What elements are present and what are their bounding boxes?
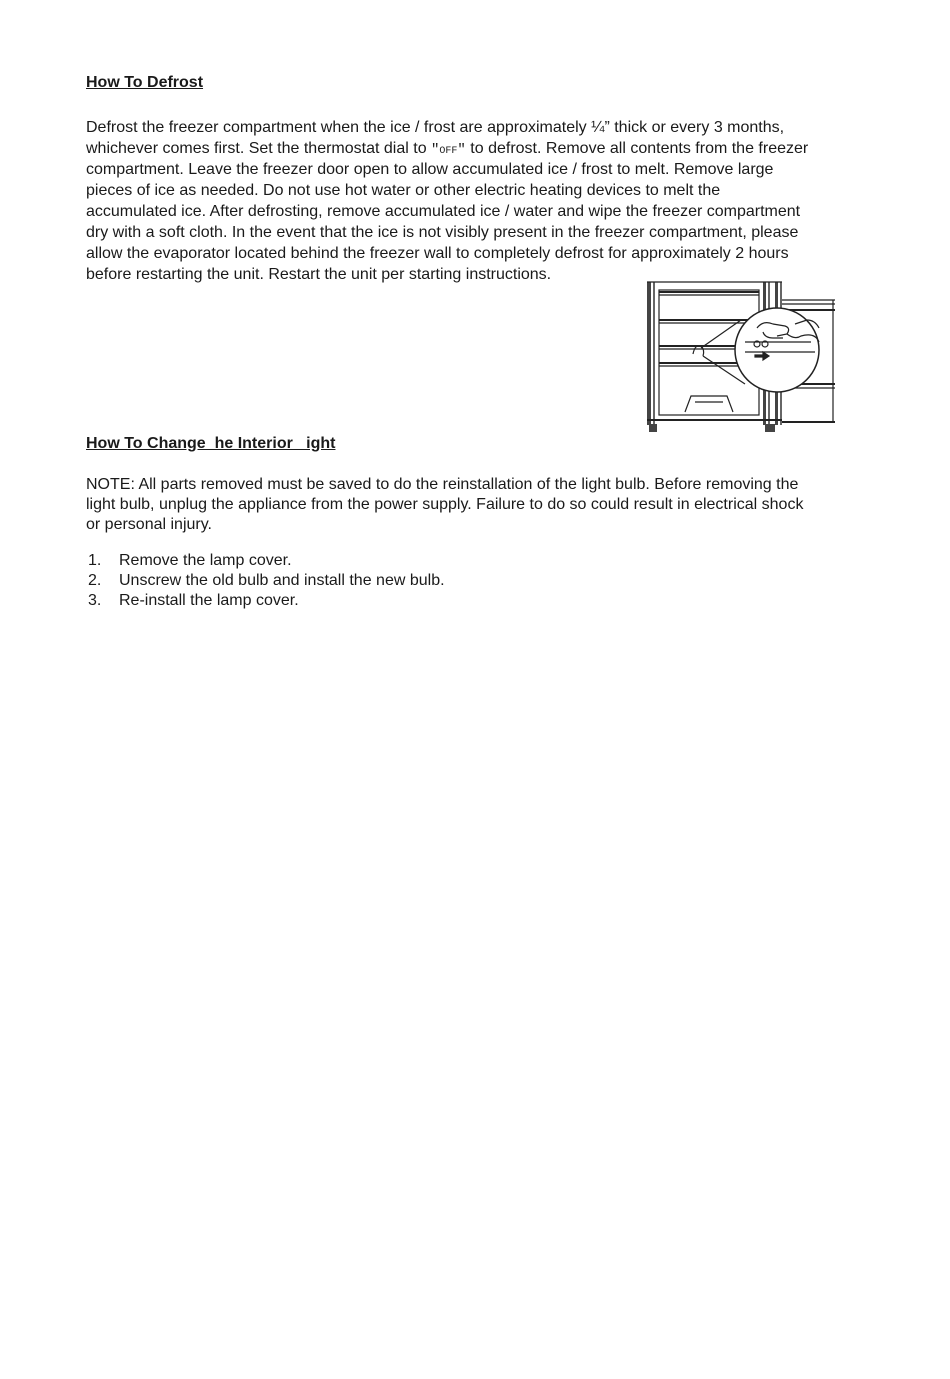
defrost-line: before restarting the unit. Restart the unit per starting instructions. (86, 266, 552, 283)
step-number: 1. (88, 552, 102, 569)
defrost-line: accumulated ice. After defrosting, remove accumulated ice / water and wipe the freezer compartment (86, 203, 801, 220)
step-number: 3. (88, 592, 102, 609)
light-steps-list (86, 551, 445, 611)
defrost-line: pieces of ice as needed. Do not use hot water or other electric heating devices to melt the (86, 182, 721, 199)
defrost-line: whichever comes first. Set the thermostat dial to "off" to defrost. Remove all contents from the freezer (86, 140, 809, 158)
step-number: 2. (88, 572, 102, 589)
step-text: Re-install the lamp cover. (119, 592, 299, 609)
thermostat-setting: "off" (431, 142, 466, 158)
defrost-heading: How To Defrost (86, 74, 204, 91)
list-item (86, 551, 445, 571)
light-heading: How To Change he Interior ight (86, 435, 336, 452)
defrost-line: allow the evaporator located behind the freezer wall to completely defrost for approximately 2 hours (86, 245, 789, 262)
defrost-line: compartment. Leave the freezer door open to allow accumulated ice / frost to melt. Remove large (86, 161, 774, 178)
light-note (86, 475, 891, 535)
defrost-paragraph (86, 118, 891, 286)
refrigerator-thermostat-dial-illustration-icon (645, 280, 837, 435)
step-text: Unscrew the old bulb and install the new bulb. (119, 572, 445, 589)
list-item (86, 571, 445, 591)
note-line: NOTE: All parts removed must be saved to do the reinstallation of the light bulb. Before removing the (86, 476, 799, 493)
defrost-line: Defrost the freezer compartment when the ice / frost are approximately ¼” thick or every 3 months, (86, 119, 785, 136)
defrost-line: dry with a soft cloth. In the event that the ice is not visibly present in the freezer compartment, please (86, 224, 799, 241)
step-text: Remove the lamp cover. (119, 552, 292, 569)
list-item (86, 591, 445, 611)
note-line: light bulb, unplug the appliance from the power supply. Failure to do so could result in electrical shock (86, 496, 804, 513)
note-line: or personal injury. (86, 516, 212, 533)
